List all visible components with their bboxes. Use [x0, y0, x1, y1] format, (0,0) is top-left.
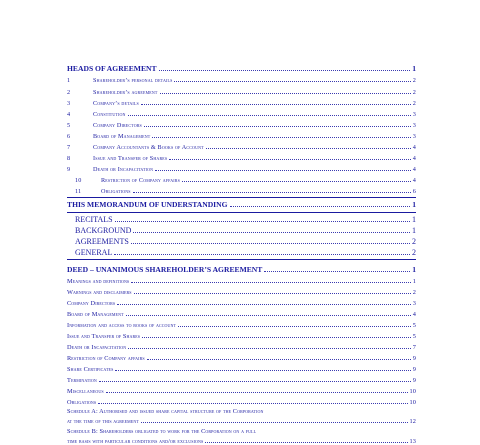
toc-page-number: 7: [412, 344, 416, 351]
toc-entry-number: 3: [67, 100, 71, 107]
toc-entry-number: 5: [67, 122, 71, 129]
toc-entry-text: Restriction of Company affairs: [101, 177, 180, 184]
dot-leader: [106, 392, 408, 393]
toc-entry[interactable]: [67, 378, 416, 384]
dot-leader: [99, 381, 411, 382]
toc-page-number: 10: [409, 399, 416, 406]
dot-leader: [131, 282, 410, 283]
toc-entry-text: Share Certificates: [67, 366, 114, 373]
toc-entry-text: Obligations: [67, 399, 97, 406]
toc-entry-text: Schedule B: Shareholders obligated to work for the Corporation on a full: [67, 428, 257, 435]
dot-leader: [115, 370, 410, 371]
toc-entry-text: RECITALS: [75, 215, 113, 224]
toc-entry[interactable]: [67, 90, 416, 96]
toc-entry[interactable]: [75, 227, 416, 235]
dot-leader: [142, 337, 411, 338]
toc-entry[interactable]: [67, 134, 416, 140]
toc-schedule-a-line1[interactable]: [67, 409, 416, 415]
toc-entry-text: Issue and Transfer of Shares: [93, 155, 168, 162]
toc-page-number: 4: [412, 166, 416, 173]
toc-entry-text: Restriction of Company affairs: [67, 355, 145, 362]
toc-entry-text: Miscellaneous: [67, 388, 104, 395]
toc-page-number: 2: [412, 100, 416, 107]
toc-schedule-a-line2[interactable]: [67, 419, 416, 425]
toc-heading-heads-of-agreement[interactable]: [67, 65, 416, 73]
dot-leader: [152, 137, 410, 138]
toc-entry[interactable]: [67, 334, 416, 340]
toc-entry[interactable]: [67, 145, 416, 151]
toc-entry[interactable]: [67, 312, 416, 318]
toc-entry[interactable]: [67, 167, 416, 173]
toc-heading-text: DEED – UNANIMOUS SHAREHOLDER’S AGREEMENT: [67, 265, 263, 274]
toc-page-number: 4: [412, 311, 416, 318]
toc-entry-text: Meanings and definitions: [67, 278, 130, 285]
dot-leader: [134, 293, 411, 294]
toc-page-number: 12: [409, 418, 416, 425]
toc-page-number: 3: [412, 122, 416, 129]
dot-leader: [144, 126, 411, 127]
toc-heading-deed[interactable]: [67, 266, 416, 274]
toc-entry[interactable]: [67, 189, 416, 195]
toc-entry-text: AGREEMENTS: [75, 237, 129, 246]
toc-page-number: 9: [412, 366, 416, 373]
toc-page-number: 1: [412, 200, 416, 209]
toc-entry[interactable]: [67, 101, 416, 107]
toc-page-number: 6: [412, 188, 416, 195]
toc-page-number: 3: [412, 133, 416, 140]
toc-entry-text: Board of Management: [67, 311, 124, 318]
toc-entry-text: Company Directors: [93, 122, 142, 129]
toc-entry-text: Death or Incapacitation: [93, 166, 154, 173]
toc-entry[interactable]: [67, 400, 416, 406]
toc-page-number: 5: [412, 333, 416, 340]
dot-leader: [160, 93, 411, 94]
toc-page-number: 1: [412, 278, 416, 285]
toc-page-number: 10: [409, 388, 416, 395]
toc-entry-text: BACKGROUND: [75, 226, 132, 235]
toc-page-number: 2: [412, 237, 416, 246]
toc-entry-number: 8: [67, 155, 71, 162]
toc-page-number: 9: [412, 355, 416, 362]
toc-page-number: 2: [412, 77, 416, 84]
toc-entry-text: Issue and Transfer of Shares: [67, 333, 141, 340]
toc-entry-text: Schedule A: Authorised and issued share capital structure of the Corporation: [67, 408, 264, 415]
toc-entry-number: 1: [67, 77, 71, 84]
dot-leader: [159, 70, 411, 71]
toc-heading-memorandum[interactable]: [67, 201, 416, 209]
toc-page-number: 2: [412, 248, 416, 257]
toc-entry-number: 9: [67, 166, 71, 173]
toc-entry-text: Company’s details: [93, 100, 139, 107]
dot-leader: [141, 422, 408, 423]
dot-leader: [174, 81, 410, 82]
toc-entry-number: 2: [67, 89, 71, 96]
dot-leader: [114, 254, 410, 255]
dot-leader: [147, 359, 411, 360]
toc-entry[interactable]: [67, 389, 416, 395]
toc-heading-text: HEADS OF AGREEMENT: [67, 64, 157, 73]
toc-page-number: 4: [412, 155, 416, 162]
dot-leader: [178, 326, 411, 327]
toc-entry[interactable]: [67, 301, 416, 307]
toc-entry-text: Company Accountants & Books of Account: [93, 144, 204, 151]
toc-entry-text: Termination: [67, 377, 97, 384]
toc-entry-text: Shareholder’s personal details: [93, 77, 173, 84]
toc-entry[interactable]: [75, 216, 416, 224]
toc-page-number: 2: [412, 89, 416, 96]
section-divider: [67, 212, 416, 213]
toc-entry[interactable]: [67, 367, 416, 373]
toc-page-number: 5: [412, 322, 416, 329]
toc-entry[interactable]: [67, 112, 416, 118]
dot-leader: [230, 206, 411, 207]
toc-entry-text: Warnings and disclaimers: [67, 289, 132, 296]
dot-leader: [128, 115, 411, 116]
toc-page-number: 13: [409, 438, 416, 445]
toc-entry[interactable]: [67, 123, 416, 129]
dot-leader: [133, 232, 410, 233]
dot-leader: [182, 181, 411, 182]
toc-page-number: 4: [412, 177, 416, 184]
toc-entry[interactable]: [67, 279, 416, 285]
toc-page-number: 1: [412, 226, 416, 235]
toc-page-number: 9: [412, 377, 416, 384]
toc-page-number: 1: [412, 215, 416, 224]
toc-schedule-b-line1[interactable]: [67, 429, 416, 435]
toc-entry-text: Obligations: [101, 188, 131, 195]
dot-leader: [155, 170, 411, 171]
toc-entry[interactable]: [75, 249, 416, 257]
toc-page-number: 4: [412, 144, 416, 151]
toc-page-number: 1: [412, 265, 416, 274]
toc-page-number: 1: [412, 64, 416, 73]
toc-page-number: 2: [412, 289, 416, 296]
toc-page-number: 3: [412, 111, 416, 118]
toc-entry-text: Company Directors: [67, 300, 116, 307]
dot-leader: [126, 315, 411, 316]
toc-entry-number: 6: [67, 133, 71, 140]
toc-entry-number: 11: [75, 188, 82, 195]
section-divider: [67, 259, 416, 260]
dot-leader: [117, 304, 410, 305]
toc-entry-text: Board of Management: [93, 133, 151, 140]
toc-entry[interactable]: [67, 356, 416, 362]
toc-entry[interactable]: [67, 156, 416, 162]
toc-entry[interactable]: [67, 323, 416, 329]
dot-leader: [169, 159, 411, 160]
toc-entry[interactable]: [67, 290, 416, 296]
toc-entry[interactable]: [67, 78, 416, 84]
toc-entry-text: at the time of this agreement: [67, 418, 139, 425]
dot-leader: [131, 243, 410, 244]
toc-entry-number: 10: [75, 177, 82, 184]
dot-leader: [206, 148, 411, 149]
toc-schedule-b-line2[interactable]: [67, 439, 416, 445]
dot-leader: [264, 271, 410, 272]
toc-entry-text: time basis with particular conditions and/or exclusions: [67, 438, 204, 445]
toc-entry[interactable]: [67, 178, 416, 184]
toc-heading-text: THIS MEMORANDUM OF UNDERSTANDING: [67, 200, 228, 209]
section-divider: [67, 197, 416, 198]
dot-leader: [115, 221, 410, 222]
toc-entry-text: Information and access to books of account: [67, 322, 177, 329]
toc-entry-number: 4: [67, 111, 71, 118]
dot-leader: [141, 104, 411, 105]
toc-entry-text: Constitution: [93, 111, 126, 118]
toc-entry-text: Shareholder’s agreement: [93, 89, 158, 96]
toc-entry-text: Death or Incapacitation: [67, 344, 127, 351]
dot-leader: [128, 348, 411, 349]
dot-leader: [133, 192, 411, 193]
toc-page-number: 3: [412, 300, 416, 307]
toc-entry[interactable]: [75, 238, 416, 246]
dot-leader: [98, 403, 407, 404]
toc-entry[interactable]: [67, 345, 416, 351]
toc-entry-number: 7: [67, 144, 71, 151]
toc-entry-text: GENERAL: [75, 248, 113, 257]
